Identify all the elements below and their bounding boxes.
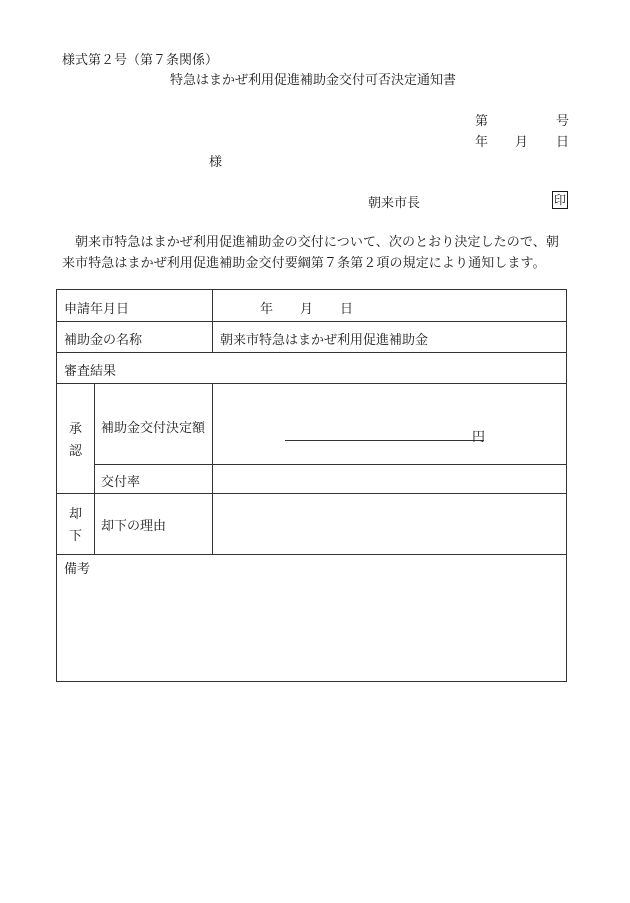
addressee-honorific: 様 — [209, 155, 223, 170]
reference-number-suffix: 号 — [556, 114, 570, 129]
form-number: 様式第２号（第７条関係） — [62, 53, 219, 68]
subsidy-name-label: 補助金の名称 — [64, 333, 143, 348]
issue-date-year: 年 — [475, 135, 489, 150]
approval-label-char: 認 — [69, 444, 83, 459]
decided-amount-label: 補助金交付決定額 — [101, 421, 206, 436]
column-divider — [212, 383, 213, 554]
column-divider — [94, 383, 95, 554]
rejection-label-char: 却 — [69, 507, 83, 522]
document-title: 特急はまかぜ利用促進補助金交付可否決定通知書 — [170, 73, 457, 88]
column-divider — [212, 290, 213, 352]
row-divider — [57, 554, 566, 555]
application-date-day: 日 — [340, 302, 354, 317]
subsidy-name-value: 朝来市特急はまかぜ利用促進補助金 — [220, 333, 429, 348]
issuer-name: 朝来市長 — [368, 196, 421, 211]
rejection-label-char: 下 — [69, 529, 83, 544]
issue-date-month: 月 — [515, 135, 529, 150]
amount-unit: 円 — [472, 430, 486, 445]
application-date-year: 年 — [260, 302, 274, 317]
row-divider — [57, 493, 566, 494]
row-divider — [57, 352, 566, 353]
rejection-reason-label: 却下の理由 — [101, 519, 167, 534]
row-divider — [57, 321, 566, 322]
amount-underline — [285, 440, 484, 441]
remarks-label: 備考 — [64, 562, 91, 577]
approval-label-char: 承 — [69, 422, 83, 437]
application-date-month: 月 — [300, 302, 314, 317]
reference-number-prefix: 第 — [475, 114, 489, 129]
decision-table — [56, 289, 567, 682]
review-result-label: 審査結果 — [64, 364, 117, 379]
seal-mark: 印 — [553, 193, 566, 207]
application-date-label: 申請年月日 — [64, 302, 130, 317]
issue-date-day: 日 — [556, 135, 570, 150]
row-divider — [94, 464, 566, 465]
grant-rate-label: 交付率 — [101, 475, 141, 490]
notice-body: 朝来市特急はまかぜ利用促進補助金の交付について、次のとおり決定したので、朝来市特急はまかぜ利用促進補助金交付要綱第７条第２項の規定により通知します。 — [62, 235, 559, 271]
row-divider — [57, 383, 566, 384]
